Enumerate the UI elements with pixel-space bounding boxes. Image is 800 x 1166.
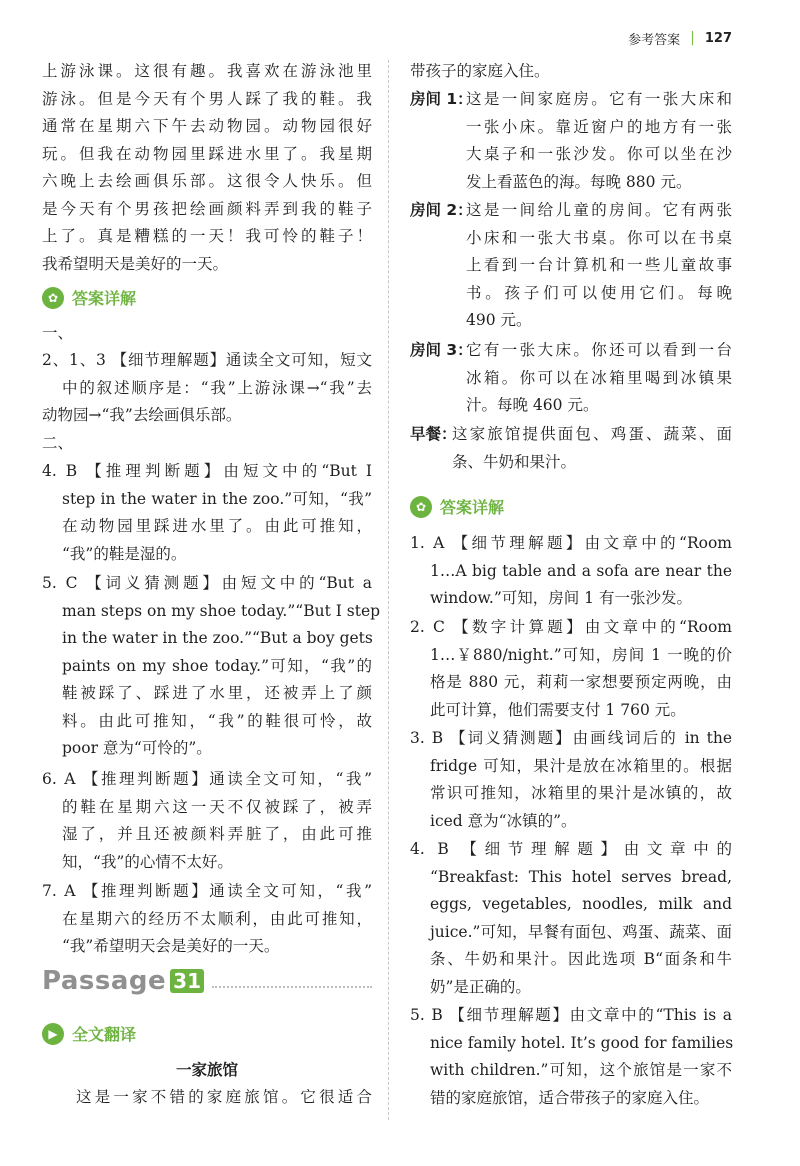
passage-banner [42, 964, 372, 998]
answer-q1-right: 1. A 【细节理解题】由文章中的“Room 1…A big table and a sofa are near the window.”可知，房间 1 有一张沙发。 [410, 534, 732, 607]
page-number: 127 [704, 30, 732, 46]
translation-first-line: 这是一家不错的家庭旅馆。它很适合 [76, 1088, 372, 1106]
passage-label: Passage [42, 966, 167, 996]
room-1-block: 房间 1： 这是一间家庭房。它有一张大床和 一张小床。靠近窗户的地方有一张 大桌子和一张沙发。你可以坐在沙 发上看蓝色的海。每晚 880 元。 [410, 86, 732, 196]
answers-heading-left: ✿ 答案详解 [42, 286, 136, 309]
translation-title: 一家旅馆 [175, 1061, 238, 1079]
answer-q2-right: 2. C 【数字计算题】由文章中的“Room 1…￥880/night.”可知，房间 1 一晚的价 格是 880 元，莉莉一家想要预定两晚，由 此可计算，他们需要支付 1 760 元。 [410, 618, 732, 719]
answer-q4-left: 4. B 【推理判断题】由短文中的“But I step in the water in the zoo.”可知，“我” 在动物园里踩进水里了。由此可推知， “我”的鞋是湿的。 [42, 462, 372, 563]
column-divider [388, 60, 389, 1120]
answer-q1-3: 2、1、3 【细节理解题】通读全文可知，短文 中的叙述顺序是：“我”上游泳课→“我”去 动物园→“我”去绘画俱乐部。 [42, 351, 372, 424]
header-divider: | [690, 30, 695, 46]
part-two-label: 二、 [42, 434, 74, 452]
answer-q5-right: 5. B 【细节理解题】由文章中的“This is a nice family hotel. It’s good for families with children.”可知，这个旅馆是一家不 错的家庭旅馆，适合带孩子的家庭入住。 [410, 1006, 734, 1107]
breakfast-block: 早餐： 这家旅馆提供面包、鸡蛋、蔬菜、面 条、牛奶和果汁。 [410, 421, 732, 476]
breakfast-label: 早餐： [410, 425, 457, 443]
room-1-label: 房间 1： [410, 90, 473, 108]
room-3-block: 房间 3： 它有一张大床。你还可以看到一台 冰箱。你可以在冰箱里喝到冰镇果 汁。每晚 460 元。 [410, 337, 732, 420]
answer-q5-left: 5. C 【词义猜测题】由短文中的“But a man steps on my shoe today.”“But I step in the water in the zoo.”“But a boy gets paints on my shoe today.”可知，“我”的 鞋被踩了、踩进了水里，还被弄上了颜 料。由此可推知，“我”的鞋很可怜，故 poor 意为“可怜的”。 [42, 574, 381, 757]
room-2-block: 房间 2： 这是一间给儿童的房间。它有两张 小床和一张大书桌。你可以在书桌 上看到一台计算机和一些儿童故事 书。孩子们可以使用它们。每晚 490 元。 [410, 197, 732, 335]
answer-q4-right: 4. B 【细节理解题】由文章中的 “Breakfast: This hotel serves bread, eggs, vegetables, noodles, milk and juice.”可知，早餐有面包、鸡蛋、蔬菜、面 条、牛奶和果汁。因此选项 B“面条和牛 奶”是正确的。 [410, 840, 732, 996]
room-3-label: 房间 3： [410, 341, 473, 359]
passage-dotted-rule [212, 986, 372, 988]
translation-heading: ▶ 全文翻译 [42, 1022, 136, 1045]
answer-q3-right: 3. B 【词义猜测题】由画线词后的 in the fridge 可知，果汁是放在冰箱里的。根据 常识可推知，冰箱里的果汁是冰镇的，故 iced 意为“冰镇的”。 [410, 729, 732, 830]
play-icon: ▶ [42, 1023, 64, 1045]
answer-q7-left: 7. A 【推理判断题】通读全文可知，“我” 在星期六的经历不太顺利，由此可推知， “我”希望明天会是美好的一天。 [42, 882, 372, 955]
leaf-icon: ✿ [42, 287, 64, 309]
answers-heading-right: ✿ 答案详解 [410, 495, 504, 518]
answer-q6-left: 6. A 【推理判断题】通读全文可知，“我” 的鞋在星期六这一天不仅被踩了，被弄 湿了，并且还被颜料弄脏了，由此可推 知，“我”的心情不太好。 [42, 770, 372, 871]
section-title: 参考答案 [628, 32, 681, 48]
translation-paragraph-end: 上游泳课。这很有趣。我喜欢在游泳池里 游泳。但是今天有个男人踩了我的鞋。我 通常在星期六下午去动物园。动物园很好 玩。但我在动物园里踩进水里了。我星期 六晚上去绘画俱乐部。这很令人快乐。但 是今天有个男孩把绘画颜料弄到我的鞋子 上了。真是糟糕的一天！我可怜的鞋子！ 我希望明天是美好的一天。 [42, 62, 372, 273]
translation-continuation: 带孩子的家庭入住。 [410, 62, 550, 80]
part-one-label: 一、 [42, 324, 74, 342]
passage-number: 31 [170, 969, 204, 993]
room-2-label: 房间 2： [410, 201, 473, 219]
page-header [628, 28, 732, 48]
leaf-icon: ✿ [410, 496, 432, 518]
